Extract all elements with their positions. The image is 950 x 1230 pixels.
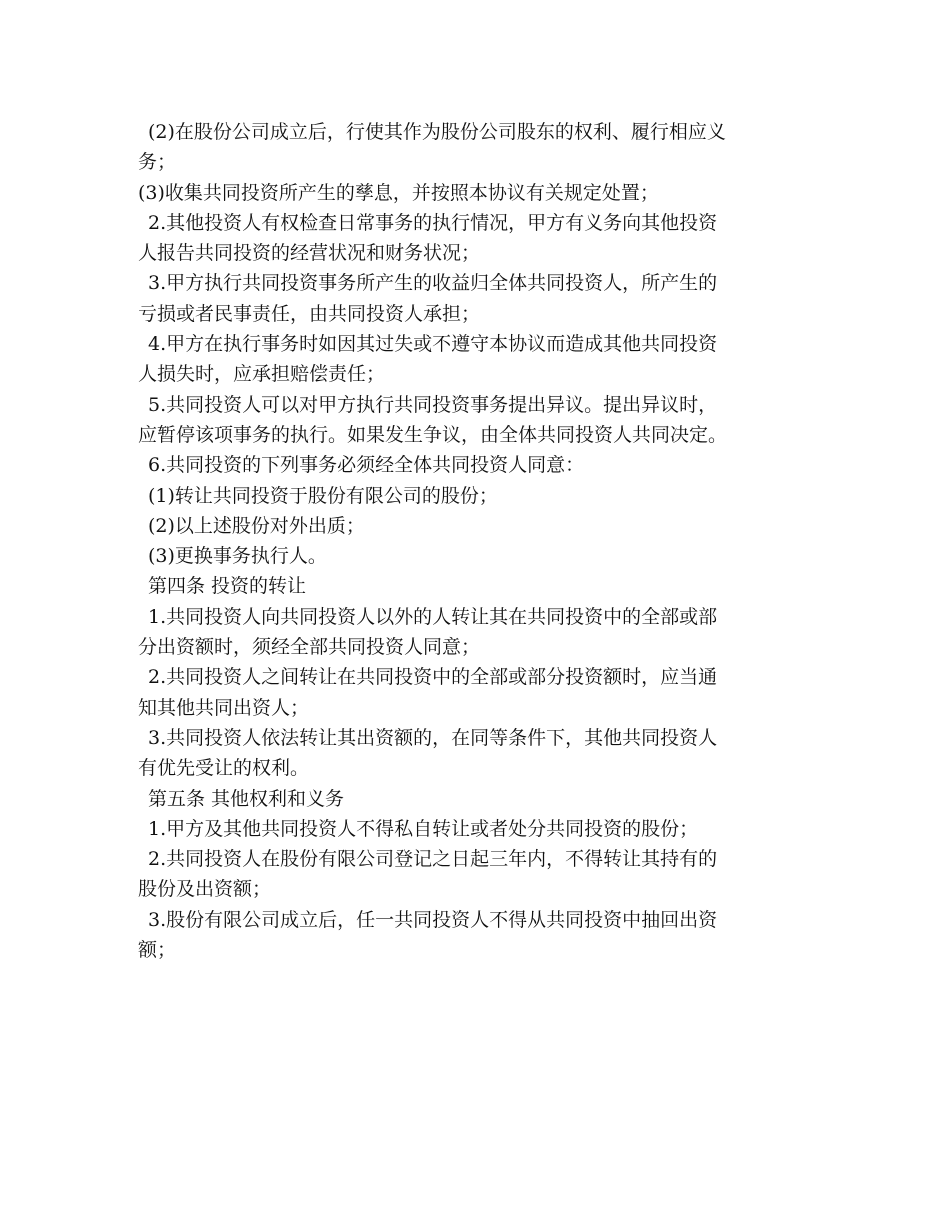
paragraph-line: 人损失时，应承担赔偿责任； — [138, 363, 386, 386]
section-heading: 第五条 其他权利和义务 — [148, 787, 345, 810]
paragraph-line: (3)收集共同投资所产生的孳息，并按照本协议有关规定处置； — [138, 181, 659, 204]
paragraph-line: 额； — [138, 939, 177, 962]
paragraph-line: 务； — [138, 151, 177, 174]
paragraph-line: (2)在股份公司成立后，行使其作为股份公司股东的权利、履行相应义 — [148, 121, 726, 143]
paragraph-line: 分出资额时，须经全部共同投资人同意； — [138, 636, 481, 659]
paragraph-line: (2)以上述股份对外出质； — [148, 514, 365, 537]
paragraph-line: 知其他共同出资人； — [138, 696, 310, 719]
paragraph-line: 2.共同投资人之间转让在共同投资中的全部或部分投资额时，应当通 — [148, 666, 718, 689]
paragraph-line: 应暂停该项事务的执行。如果发生争议，由全体共同投资人共同决定。 — [138, 423, 728, 446]
paragraph-line: 亏损或者民事责任，由共同投资人承担； — [138, 302, 481, 325]
paragraph-line: 2.共同投资人在股份有限公司登记之日起三年内，不得转让其持有的 — [148, 848, 718, 871]
paragraph-line: (3)更换事务执行人。 — [148, 545, 327, 568]
paragraph-line: 1.共同投资人向共同投资人以外的人转让其在共同投资中的全部或部 — [148, 605, 718, 628]
paragraph-line: 4.甲方在执行事务时如因其过失或不遵守本协议而造成其他共同投资 — [148, 333, 718, 356]
paragraph-line: 人报告共同投资的经营状况和财务状况； — [138, 242, 481, 265]
paragraph-line: 6.共同投资的下列事务必须经全体共同投资人同意： — [148, 454, 585, 477]
paragraph-line: 股份及出资额； — [138, 878, 272, 901]
paragraph-line: 3.股份有限公司成立后，任一共同投资人不得从共同投资中抽回出资 — [148, 908, 718, 931]
paragraph-line: 2.其他投资人有权检查日常事务的执行情况，甲方有义务向其他投资 — [148, 211, 718, 234]
document-body — [138, 117, 818, 965]
paragraph-line: (1)转让共同投资于股份有限公司的股份； — [148, 484, 498, 507]
paragraph-line: 3.共同投资人依法转让其出资额的，在同等条件下，其他共同投资人 — [148, 726, 718, 749]
section-heading: 第四条 投资的转让 — [148, 575, 307, 598]
paragraph-line: 1.甲方及其他共同投资人不得私自转让或者处分共同投资的股份； — [148, 817, 699, 840]
paragraph-line: 有优先受让的权利。 — [138, 757, 310, 780]
paragraph-line: 3.甲方执行共同投资事务所产生的收益归全体共同投资人，所产生的 — [148, 272, 718, 295]
paragraph-line: 5.共同投资人可以对甲方执行共同投资事务提出异议。提出异议时， — [148, 393, 718, 416]
